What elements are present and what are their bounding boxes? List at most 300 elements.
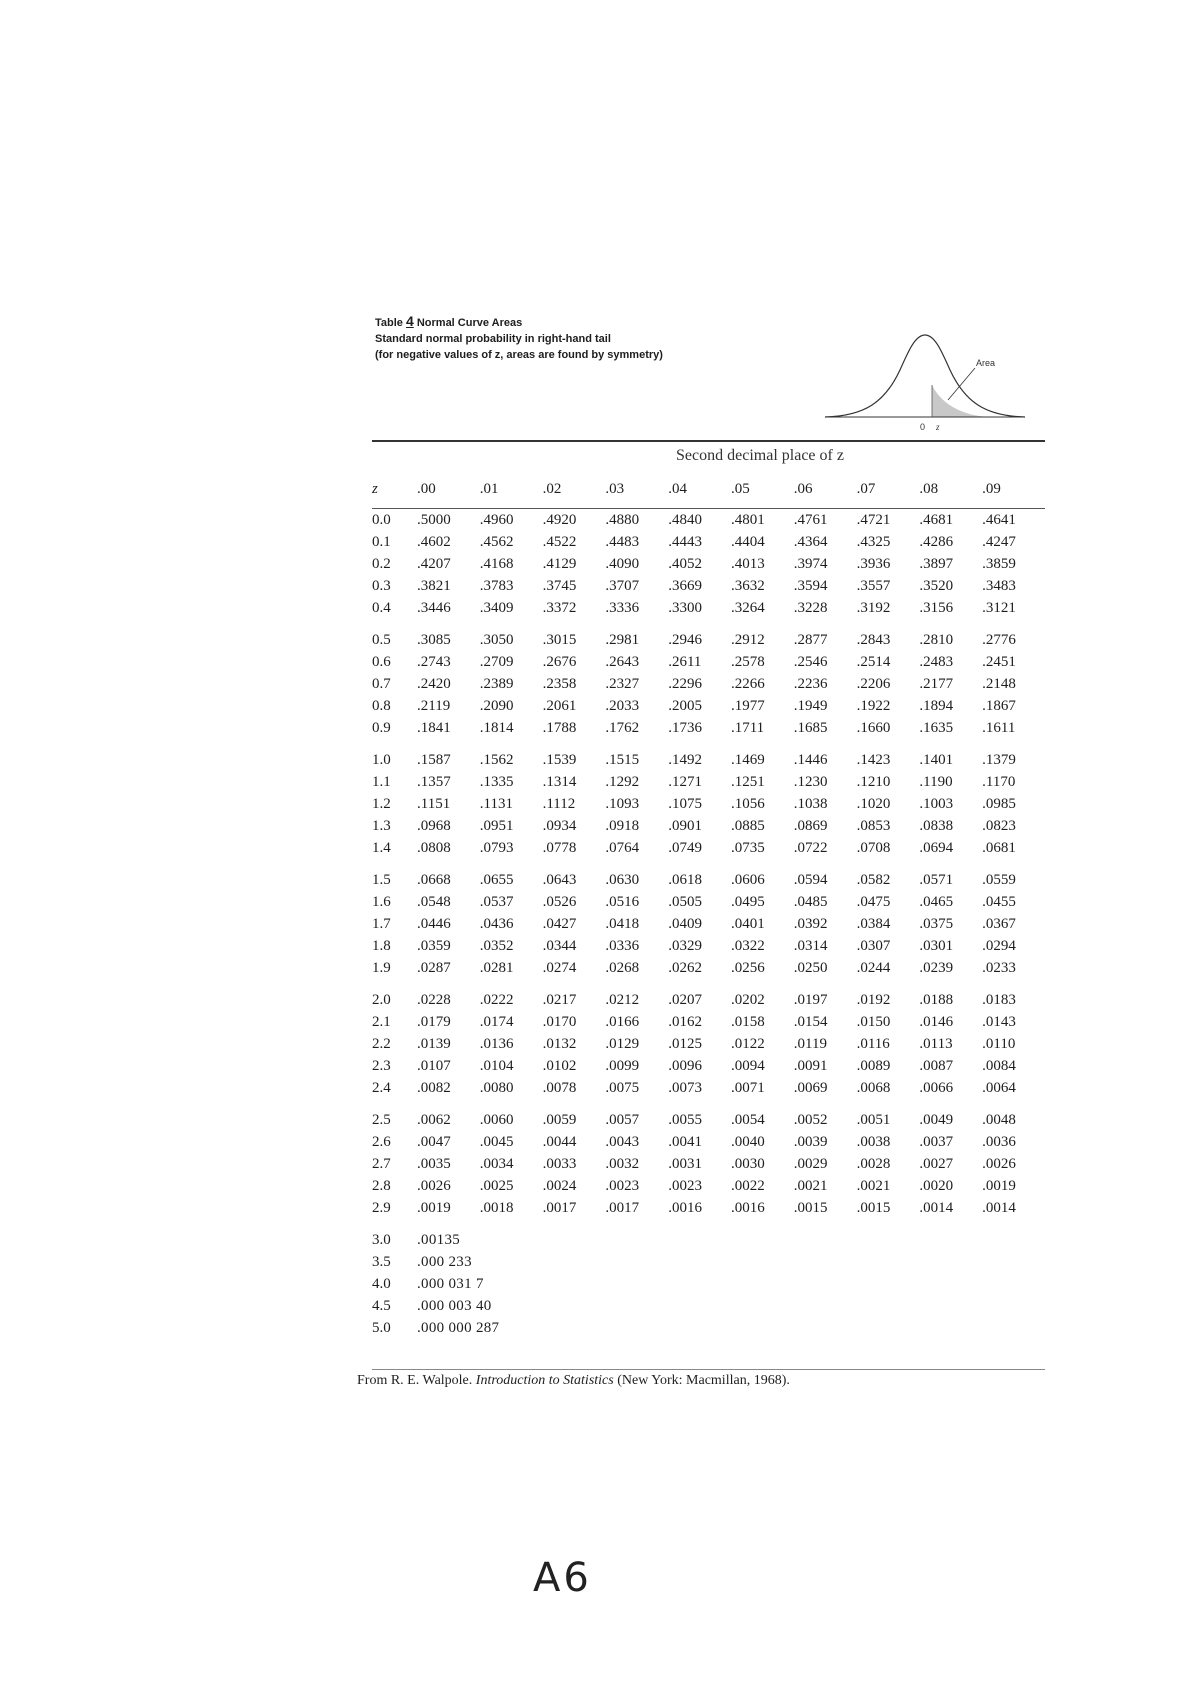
area-cell: .0044 <box>542 1134 577 1150</box>
area-cell: .0014 <box>919 1200 954 1216</box>
table-row <box>372 793 1045 815</box>
area-cell: .0548 <box>417 894 451 910</box>
area-cell: .000 031 7 <box>417 1276 484 1292</box>
area-cell: .0091 <box>793 1058 828 1074</box>
z-value-cell: 0.8 <box>372 698 391 714</box>
tail-row <box>372 1295 1045 1317</box>
area-cell: .2810 <box>919 632 954 648</box>
z-value-cell: 1.0 <box>372 752 391 768</box>
area-cell: .2877 <box>793 632 828 648</box>
area-cell: .0217 <box>542 992 577 1008</box>
area-cell: .2206 <box>856 676 891 692</box>
area-cell: .1379 <box>982 752 1016 768</box>
area-cell: .0244 <box>856 960 891 976</box>
z-value-cell: 2.7 <box>372 1156 391 1172</box>
area-cell: .2451 <box>982 654 1016 670</box>
column-header-z: z <box>372 474 417 509</box>
table-note: (for negative values of z, areas are found by symmetry) <box>375 349 663 361</box>
source-citation <box>357 1373 790 1389</box>
shaded-tail-area <box>932 385 990 417</box>
area-cell: .4761 <box>793 512 828 528</box>
tail-row <box>372 1317 1045 1339</box>
area-cell: .2776 <box>982 632 1016 648</box>
area-cell: .0722 <box>793 840 828 856</box>
area-cell: .2327 <box>605 676 640 692</box>
source-suffix: (New York: Macmillan, 1968). <box>613 1373 790 1388</box>
area-cell: .0559 <box>982 872 1016 888</box>
area-cell: .0764 <box>605 840 640 856</box>
z-value-cell: 0.6 <box>372 654 391 670</box>
area-cell: .2611 <box>668 654 702 670</box>
area-cell: .0475 <box>856 894 891 910</box>
area-cell: .0031 <box>668 1156 702 1172</box>
column-header: .05 <box>731 474 794 509</box>
area-cell: .0096 <box>668 1058 702 1074</box>
z-value-cell: 2.9 <box>372 1200 391 1216</box>
tail-row <box>372 1273 1045 1295</box>
area-cell: .3156 <box>919 600 954 616</box>
area-cell: .2843 <box>856 632 891 648</box>
area-cell: .0068 <box>856 1080 891 1096</box>
table-row <box>372 739 1045 771</box>
area-cell: .2177 <box>919 676 954 692</box>
area-cell: .0853 <box>856 818 891 834</box>
area-cell: .0018 <box>479 1200 514 1216</box>
z-value-cell: 0.7 <box>372 676 391 692</box>
area-cell: .0037 <box>919 1134 954 1150</box>
area-cell: .0281 <box>479 960 514 976</box>
z-value-cell: 2.6 <box>372 1134 391 1150</box>
area-cell: .0401 <box>730 916 765 932</box>
area-cell: .0030 <box>730 1156 765 1172</box>
table-row <box>372 553 1045 575</box>
z-value-cell: 2.4 <box>372 1080 391 1096</box>
z-value-cell: 1.8 <box>372 938 391 954</box>
area-cell: .0262 <box>668 960 702 976</box>
normal-table <box>372 474 1045 1339</box>
table-row <box>372 531 1045 553</box>
z-value-cell: 3.0 <box>372 1232 391 1248</box>
area-cell: .3336 <box>605 600 640 616</box>
table-row <box>372 1055 1045 1077</box>
area-cell: .1762 <box>605 720 640 736</box>
page-number: A6 <box>533 1555 592 1601</box>
area-cell: .0071 <box>730 1080 765 1096</box>
area-cell: .0287 <box>417 960 451 976</box>
area-cell: .1660 <box>856 720 891 736</box>
area-cell: .3409 <box>479 600 514 616</box>
z-value-cell: 5.0 <box>372 1320 391 1336</box>
area-cell: .0322 <box>730 938 765 954</box>
area-cell: .1170 <box>982 774 1016 790</box>
area-cell: .0094 <box>730 1058 765 1074</box>
area-cell: .3372 <box>542 600 577 616</box>
area-cell: .0027 <box>919 1156 954 1172</box>
area-cell: .0392 <box>793 916 828 932</box>
area-cell: .0075 <box>605 1080 640 1096</box>
table-title <box>375 313 755 331</box>
area-cell: .000 233 <box>417 1254 472 1270</box>
area-arrow <box>948 368 975 400</box>
area-cell: .4562 <box>479 534 514 550</box>
area-cell: .0384 <box>856 916 891 932</box>
column-header: .02 <box>543 474 606 509</box>
area-cell: .1357 <box>417 774 451 790</box>
area-cell: .2546 <box>793 654 828 670</box>
table-row <box>372 771 1045 793</box>
area-cell: .0516 <box>605 894 640 910</box>
area-cell: .1867 <box>982 698 1016 714</box>
area-cell: .2946 <box>668 632 702 648</box>
area-cell: .1685 <box>793 720 828 736</box>
area-cell: .0041 <box>668 1134 702 1150</box>
area-cell: .4129 <box>542 556 577 572</box>
table-row <box>372 695 1045 717</box>
area-cell: .1977 <box>730 698 765 714</box>
area-cell: .1949 <box>793 698 828 714</box>
z-value-cell: 1.1 <box>372 774 391 790</box>
area-cell: .0409 <box>668 916 702 932</box>
area-cell: .0062 <box>417 1112 451 1128</box>
area-cell: .1131 <box>479 796 513 812</box>
area-cell: .0735 <box>730 840 765 856</box>
area-cell: .0089 <box>856 1058 891 1074</box>
area-cell: .2005 <box>668 698 702 714</box>
area-cell: .1003 <box>919 796 954 812</box>
area-cell: .0274 <box>542 960 577 976</box>
z-value-cell: 4.5 <box>372 1298 391 1314</box>
area-cell: .0040 <box>730 1134 765 1150</box>
area-cell: .2483 <box>919 654 954 670</box>
area-cell: .4404 <box>730 534 765 550</box>
area-cell: .0054 <box>730 1112 765 1128</box>
area-cell: .1611 <box>982 720 1016 736</box>
area-cell: .0823 <box>982 818 1016 834</box>
area-cell: .1539 <box>542 752 577 768</box>
area-cell: .0314 <box>793 938 828 954</box>
table-row <box>372 597 1045 619</box>
area-cell: .0016 <box>668 1200 702 1216</box>
table-row <box>372 1011 1045 1033</box>
area-cell: .2296 <box>668 676 702 692</box>
area-cell: .0901 <box>668 818 702 834</box>
area-cell: .0066 <box>919 1080 954 1096</box>
area-cell: .4090 <box>605 556 640 572</box>
area-cell: .0024 <box>542 1178 577 1194</box>
area-cell: .1056 <box>730 796 765 812</box>
area-cell: .0885 <box>730 818 765 834</box>
area-cell: .0107 <box>417 1058 451 1074</box>
area-cell: .0158 <box>730 1014 765 1030</box>
area-cell: .2266 <box>730 676 765 692</box>
area-cell: .0869 <box>793 818 828 834</box>
normal-curve <box>825 335 1025 417</box>
area-cell: .0188 <box>919 992 954 1008</box>
area-cell: .4364 <box>793 534 828 550</box>
area-cell: .0207 <box>668 992 702 1008</box>
area-cell: .0307 <box>856 938 891 954</box>
table-row <box>372 1131 1045 1153</box>
area-cell: .0045 <box>479 1134 514 1150</box>
area-cell: .2236 <box>793 676 828 692</box>
area-cell: .0571 <box>919 872 954 888</box>
z-value-cell: 1.5 <box>372 872 391 888</box>
area-cell: .2119 <box>417 698 451 714</box>
area-cell: .0778 <box>542 840 577 856</box>
table-title-text: Normal Curve Areas <box>416 317 523 329</box>
z-value-cell: 1.4 <box>372 840 391 856</box>
area-cell: .0043 <box>605 1134 640 1150</box>
z-value-cell: 1.3 <box>372 818 391 834</box>
area-cell: .0019 <box>417 1200 451 1216</box>
area-cell: .4641 <box>982 512 1016 528</box>
area-cell: .4920 <box>542 512 577 528</box>
area-cell: .000 000 287 <box>417 1320 500 1336</box>
area-cell: .0019 <box>982 1178 1016 1194</box>
z-value-cell: 0.9 <box>372 720 391 736</box>
area-cell: .0021 <box>793 1178 828 1194</box>
area-cell: .0427 <box>542 916 577 932</box>
area-cell: .0122 <box>730 1036 765 1052</box>
area-cell: .0505 <box>668 894 702 910</box>
area-cell: .3050 <box>479 632 514 648</box>
z-value-cell: 2.0 <box>372 992 391 1008</box>
area-cell: .3300 <box>668 600 702 616</box>
area-cell: .0087 <box>919 1058 954 1074</box>
area-cell: .0630 <box>605 872 640 888</box>
area-cell: .0082 <box>417 1080 451 1096</box>
area-cell: .0183 <box>982 992 1016 1008</box>
area-cell: .0375 <box>919 916 954 932</box>
area-cell: .4325 <box>856 534 891 550</box>
area-cell: .3632 <box>730 578 765 594</box>
area-cell: .1562 <box>479 752 514 768</box>
area-cell: .0352 <box>479 938 514 954</box>
area-cell: .4522 <box>542 534 577 550</box>
area-cell: .1038 <box>793 796 828 812</box>
area-cell: .0102 <box>542 1058 577 1074</box>
area-cell: .0250 <box>793 960 828 976</box>
table-body <box>372 509 1045 1340</box>
area-cell: .0212 <box>605 992 640 1008</box>
area-cell: .0022 <box>730 1178 765 1194</box>
area-cell: .3192 <box>856 600 891 616</box>
column-header: .04 <box>668 474 731 509</box>
area-cell: .0028 <box>856 1156 891 1172</box>
area-cell: .1587 <box>417 752 451 768</box>
table-caption <box>375 313 755 363</box>
area-cell: .0039 <box>793 1134 828 1150</box>
area-cell: .0020 <box>919 1178 954 1194</box>
area-cell: .4207 <box>417 556 451 572</box>
area-cell: .3483 <box>982 578 1016 594</box>
table-row <box>372 957 1045 979</box>
table-header-row <box>372 474 1045 509</box>
area-cell: .0268 <box>605 960 640 976</box>
zero-label: 0 <box>920 422 926 432</box>
area-cell: .0129 <box>605 1036 640 1052</box>
area-cell: .1271 <box>668 774 702 790</box>
area-cell: .0047 <box>417 1134 451 1150</box>
area-cell: .0228 <box>417 992 451 1008</box>
column-header: .01 <box>480 474 543 509</box>
area-cell: .1251 <box>730 774 765 790</box>
table-row <box>372 859 1045 891</box>
area-cell: .0985 <box>982 796 1016 812</box>
source-prefix: From R. E. Walpole. <box>357 1373 476 1388</box>
table-subtitle: Standard normal probability in right-hand tail <box>375 333 611 345</box>
area-cell: .0036 <box>982 1134 1016 1150</box>
area-cell: .1335 <box>479 774 514 790</box>
z-value-cell: 1.7 <box>372 916 391 932</box>
area-cell: .2033 <box>605 698 640 714</box>
tail-row <box>372 1251 1045 1273</box>
table-row <box>372 1175 1045 1197</box>
area-cell: .00135 <box>417 1232 461 1248</box>
area-cell: .0146 <box>919 1014 954 1030</box>
area-cell: .0119 <box>793 1036 827 1052</box>
area-cell: .3085 <box>417 632 451 648</box>
area-cell: .0681 <box>982 840 1016 856</box>
z-value-cell: 0.4 <box>372 600 391 616</box>
z-value-cell: 0.5 <box>372 632 391 648</box>
area-cell: .0808 <box>417 840 451 856</box>
area-cell: .0026 <box>417 1178 451 1194</box>
area-cell: .3669 <box>668 578 702 594</box>
area-cell: .0239 <box>919 960 954 976</box>
area-cell: .0023 <box>668 1178 702 1194</box>
area-cell: .0084 <box>982 1058 1016 1074</box>
area-cell: .0606 <box>730 872 765 888</box>
area-cell: .0052 <box>793 1112 828 1128</box>
area-cell: .1788 <box>542 720 577 736</box>
area-cell: .1814 <box>479 720 514 736</box>
bottom-rule <box>372 1369 1045 1370</box>
area-cell: .0694 <box>919 840 954 856</box>
area-cell: .0582 <box>856 872 891 888</box>
area-cell: .0256 <box>730 960 765 976</box>
table-number: 4 <box>405 313 414 329</box>
area-cell: .3557 <box>856 578 891 594</box>
area-cell: .0014 <box>982 1200 1016 1216</box>
table-row <box>372 837 1045 859</box>
area-cell: .1230 <box>793 774 828 790</box>
z-value-cell: 0.0 <box>372 512 391 528</box>
area-cell: .2676 <box>542 654 577 670</box>
area-cell: .0069 <box>793 1080 828 1096</box>
area-cell: .0048 <box>982 1112 1016 1128</box>
table-row <box>372 913 1045 935</box>
z-value-cell: 1.2 <box>372 796 391 812</box>
area-cell: .0015 <box>793 1200 828 1216</box>
area-cell: .0125 <box>668 1036 702 1052</box>
area-cell: .1841 <box>417 720 451 736</box>
area-cell: .0113 <box>919 1036 953 1052</box>
area-cell: .0455 <box>982 894 1016 910</box>
area-cell: .0418 <box>605 916 640 932</box>
area-cell: .3859 <box>982 556 1016 572</box>
area-cell: .0934 <box>542 818 577 834</box>
area-cell: .1210 <box>856 774 891 790</box>
area-cell: .0668 <box>417 872 451 888</box>
area-cell: .0139 <box>417 1036 451 1052</box>
area-cell: .3446 <box>417 600 451 616</box>
area-cell: .0301 <box>919 938 954 954</box>
table-row <box>372 815 1045 837</box>
area-cell: .4483 <box>605 534 640 550</box>
area-cell: .0104 <box>479 1058 514 1074</box>
area-cell: .4721 <box>856 512 891 528</box>
z-value-cell: 2.5 <box>372 1112 391 1128</box>
area-cell: .0749 <box>668 840 702 856</box>
area-cell: .4443 <box>668 534 702 550</box>
z-value-cell: 2.3 <box>372 1058 391 1074</box>
area-cell: .0016 <box>730 1200 765 1216</box>
column-header: .00 <box>417 474 480 509</box>
area-cell: .3520 <box>919 578 954 594</box>
column-header: .07 <box>857 474 920 509</box>
area-cell: .0116 <box>856 1036 890 1052</box>
area-cell: .0029 <box>793 1156 828 1172</box>
area-cell: .1314 <box>542 774 577 790</box>
source-book-title: Introduction to Statistics <box>475 1373 614 1388</box>
area-cell: .2148 <box>982 676 1016 692</box>
area-cell: .4286 <box>919 534 954 550</box>
area-cell: .0110 <box>982 1036 1016 1052</box>
area-cell: .0359 <box>417 938 451 954</box>
area-cell: .1020 <box>856 796 891 812</box>
area-cell: .0192 <box>856 992 891 1008</box>
table-row <box>372 1153 1045 1175</box>
z-value-cell: 1.9 <box>372 960 391 976</box>
table-row <box>372 979 1045 1011</box>
area-cell: .1492 <box>668 752 702 768</box>
area-cell: .0132 <box>542 1036 577 1052</box>
area-cell: .0174 <box>479 1014 514 1030</box>
area-cell: .0150 <box>856 1014 891 1030</box>
area-cell: .0537 <box>479 894 514 910</box>
area-cell: .2358 <box>542 676 577 692</box>
z-value-cell: 2.8 <box>372 1178 391 1194</box>
area-cell: .4681 <box>919 512 954 528</box>
area-cell: .3821 <box>417 578 451 594</box>
area-cell: .3974 <box>793 556 828 572</box>
area-cell: .4801 <box>730 512 765 528</box>
area-cell: .2743 <box>417 654 451 670</box>
z-value-cell: 2.1 <box>372 1014 391 1030</box>
area-cell: .2912 <box>730 632 765 648</box>
column-header: .09 <box>982 474 1045 509</box>
area-cell: .0023 <box>605 1178 640 1194</box>
area-cell: .0344 <box>542 938 577 954</box>
area-cell: .0060 <box>479 1112 514 1128</box>
area-cell: .0336 <box>605 938 640 954</box>
tail-row <box>372 1219 1045 1251</box>
area-cell: .0080 <box>479 1080 514 1096</box>
table-row <box>372 673 1045 695</box>
column-group-header: Second decimal place of z <box>676 447 844 464</box>
area-cell: .0526 <box>542 894 577 910</box>
table-row <box>372 619 1045 651</box>
area-cell: .0154 <box>793 1014 828 1030</box>
table-row <box>372 1099 1045 1131</box>
area-cell: .1469 <box>730 752 765 768</box>
area-cell: .0143 <box>982 1014 1016 1030</box>
area-cell: .1711 <box>730 720 765 736</box>
area-cell: .0073 <box>668 1080 702 1096</box>
table-row <box>372 509 1045 532</box>
area-cell: .0197 <box>793 992 828 1008</box>
